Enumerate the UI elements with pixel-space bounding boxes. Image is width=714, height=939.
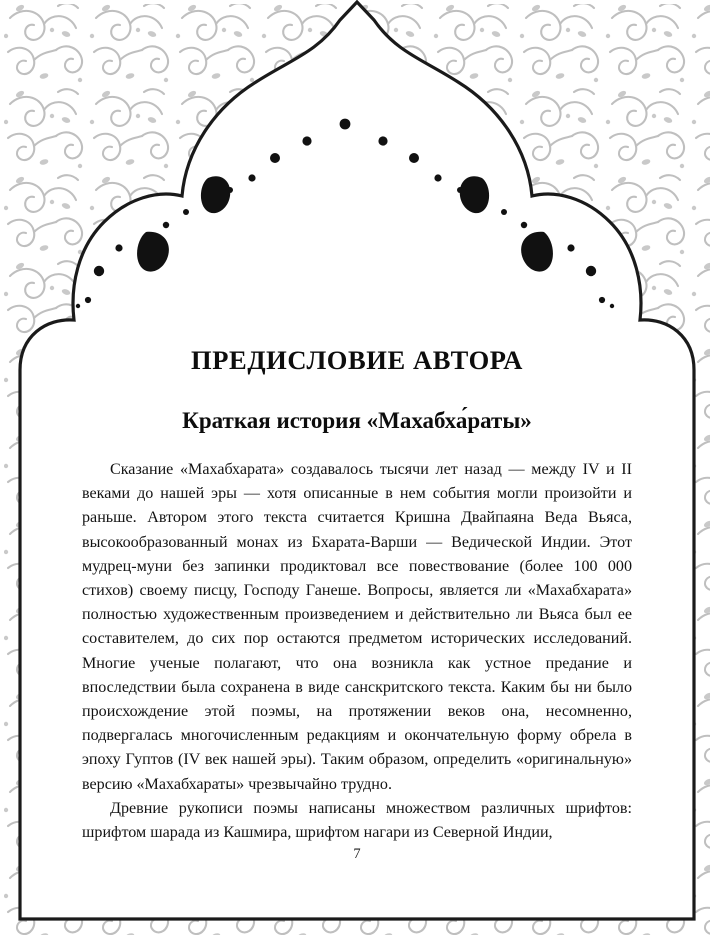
paragraph-2: Древние рукописи поэмы написаны множеством различных шрифтов: шрифтом шарада из Кашмира, шрифтом нагари из Северной Индии, bbox=[82, 799, 632, 842]
page-number: 7 bbox=[353, 846, 361, 862]
page-title: ПРЕДИСЛОВИЕ АВТОРА bbox=[191, 345, 523, 375]
section-heading: Краткая история «Махабха́раты» bbox=[182, 408, 532, 433]
paragraph-1: Сказание «Махабхарата» создавалось тысячи лет назад — между IV и II веками до нашей эры — хотя описанные в нем события могли произойти и раньше. Автором этого текста считается Кришна Двайпаяна Веда Вьяса, высокообразованный монах из Бхарата-Варши — Ведической Индии. Этот мудрец-муни без запинки продиктовал все повествование (более 100 000 стихов) своему писцу, Господу Ганеше. Вопросы, является ли «Махабхарата» полностью художественным произведением и действительно ли Вьяса был ее составителем, до сих пор остаются предметом исторических исследований. Многие ученые полагают, что она возникла как устное предание и впоследствии была сохранена в виде санскритского текста. Каким бы ни было происхождение этой поэмы, на протяжении веков она, несомненно, подвергалась многочисленным редакциям и окончательную форму обрела в эпоху Гуптов (IV век нашей эры). Таким образом, определить «оригинальную» версию «Махабхараты» чрезвычайно трудно. bbox=[82, 461, 632, 793]
body-text bbox=[82, 458, 632, 845]
